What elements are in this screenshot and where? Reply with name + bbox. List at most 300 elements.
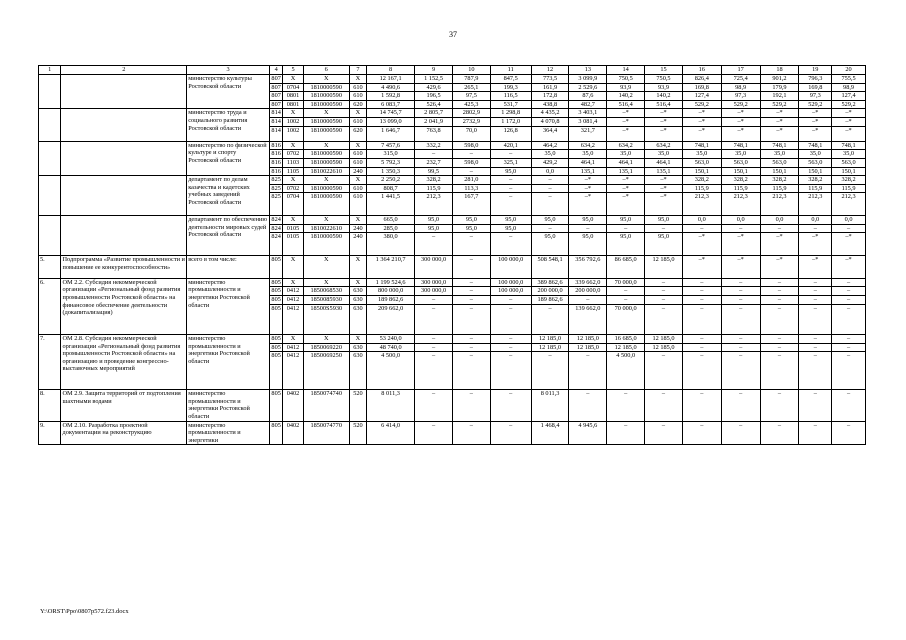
- table-cell: –: [531, 304, 569, 334]
- table-cell: 610: [349, 117, 366, 126]
- table-cell: 1810000590: [303, 117, 349, 126]
- column-header: 11: [490, 66, 531, 75]
- table-cell: 140,2: [607, 92, 645, 101]
- program-name: [61, 109, 187, 141]
- table-cell: –: [452, 335, 490, 344]
- program-name: ОМ 2.8. Субсидия некоммерческой организации «Региональный фонд развития промышленности Ростовской области» на организацию и проведение конгрессно-выставочных мероприятий: [61, 335, 187, 390]
- table-cell: 150,1: [799, 167, 832, 176]
- table-cell: 116,5: [490, 92, 531, 101]
- table-cell: –*: [607, 117, 645, 126]
- table-cell: 7 457,6: [367, 141, 415, 150]
- table-cell: –: [490, 343, 531, 352]
- table-cell: –: [721, 352, 760, 390]
- responsible-executor: министерство промышленности и энергетики Ростовской области: [187, 335, 270, 390]
- table-cell: –*: [832, 256, 866, 279]
- table-cell: 12 185,0: [645, 343, 683, 352]
- table-cell: –*: [799, 126, 832, 141]
- table-cell: –: [607, 224, 645, 233]
- table-cell: 115,9: [832, 184, 866, 193]
- table-cell: –*: [607, 176, 645, 185]
- table-cell: –: [760, 296, 799, 305]
- table-cell: 389 862,6: [531, 278, 569, 287]
- column-header: 18: [760, 66, 799, 75]
- table-cell: –*: [760, 256, 799, 279]
- table-cell: –: [832, 224, 866, 233]
- table-cell: –: [569, 224, 607, 233]
- table-cell: 97,3: [799, 92, 832, 101]
- table-cell: 847,5: [490, 75, 531, 84]
- program-name: ОМ 2.2. Субсидия некоммерческой организации «Региональный фонд развития промышленности Ростовской области» на финансовое обеспечение деятельности (докапитализация): [61, 278, 187, 334]
- table-cell: 1 152,5: [415, 75, 453, 84]
- table-cell: –: [682, 296, 721, 305]
- table-cell: X: [349, 256, 366, 279]
- table-cell: 212,3: [832, 193, 866, 216]
- table-cell: 364,4: [531, 126, 569, 141]
- table-cell: 95,0: [452, 216, 490, 225]
- table-cell: 508 548,1: [531, 256, 569, 279]
- table-cell: 169,8: [682, 83, 721, 92]
- table-cell: –: [569, 390, 607, 421]
- table-cell: 35,0: [760, 150, 799, 159]
- table-cell: –: [760, 278, 799, 287]
- table-cell: –: [799, 390, 832, 421]
- table-cell: –: [682, 390, 721, 421]
- table-cell: –*: [721, 109, 760, 118]
- table-cell: 634,2: [645, 141, 683, 150]
- table-cell: –*: [607, 184, 645, 193]
- table-cell: –*: [645, 176, 683, 185]
- table-cell: –: [569, 296, 607, 305]
- table-cell: X: [349, 141, 366, 150]
- row-number: [39, 141, 61, 175]
- table-cell: –: [415, 150, 453, 159]
- table-cell: 240: [349, 167, 366, 176]
- table-cell: 2 041,9: [415, 117, 453, 126]
- table-cell: –*: [645, 126, 683, 141]
- table-cell: 95,0: [490, 167, 531, 176]
- table-cell: –: [799, 304, 832, 334]
- column-header: 5: [283, 66, 303, 75]
- table-cell: –*: [760, 117, 799, 126]
- table-cell: X: [349, 216, 366, 225]
- table-cell: 630: [349, 304, 366, 334]
- table-cell: 98,9: [832, 83, 866, 92]
- table-cell: 1 441,5: [367, 193, 415, 216]
- table-cell: –: [569, 352, 607, 390]
- table-cell: –: [607, 421, 645, 445]
- row-number: [39, 75, 61, 109]
- table-cell: –*: [799, 256, 832, 279]
- table-cell: –*: [569, 193, 607, 216]
- table-cell: 610: [349, 158, 366, 167]
- table-cell: 95,0: [490, 224, 531, 233]
- table-cell: 95,0: [569, 233, 607, 256]
- table-cell: –: [760, 352, 799, 390]
- table-cell: –: [452, 278, 490, 287]
- table-cell: 209 662,0: [367, 304, 415, 334]
- column-header: 3: [187, 66, 270, 75]
- table-cell: X: [349, 176, 366, 185]
- table-cell: 529,2: [799, 100, 832, 109]
- table-cell: 0412: [283, 304, 303, 334]
- table-cell: 200 000,0: [569, 287, 607, 296]
- table-cell: 529,2: [760, 100, 799, 109]
- table-cell: –: [682, 335, 721, 344]
- table-cell: –*: [799, 117, 832, 126]
- table-cell: 1810000590: [303, 150, 349, 159]
- table-cell: –*: [721, 117, 760, 126]
- responsible-executor: министерство промышленности и энергетики: [187, 421, 270, 445]
- table-cell: 115,9: [760, 184, 799, 193]
- row-number: [39, 176, 61, 216]
- program-name: ОМ 2.9. Защита территорий от подтопления шахтными водами: [61, 390, 187, 421]
- row-number: [39, 216, 61, 256]
- table-cell: 805: [270, 352, 283, 390]
- table-cell: 0,0: [531, 167, 569, 176]
- table-cell: 0402: [283, 390, 303, 421]
- table-cell: 1 350,3: [367, 167, 415, 176]
- row-number: 8.: [39, 390, 61, 421]
- table-cell: 808,7: [367, 184, 415, 193]
- table-cell: 95,0: [415, 224, 453, 233]
- table-cell: 8 011,3: [367, 390, 415, 421]
- table-cell: X: [349, 75, 366, 84]
- table-cell: –: [799, 224, 832, 233]
- table-cell: X: [283, 75, 303, 84]
- table-cell: X: [303, 109, 349, 118]
- table-cell: –: [832, 287, 866, 296]
- table-cell: 824: [271, 224, 281, 232]
- table-cell: X: [349, 109, 366, 118]
- column-header: 15: [645, 66, 683, 75]
- table-cell: 610: [349, 92, 366, 101]
- table-cell: –: [531, 352, 569, 390]
- table-cell: 93,9: [645, 83, 683, 92]
- table-cell: 328,2: [721, 176, 760, 185]
- table-cell: 429,2: [531, 158, 569, 167]
- table-cell: –: [490, 296, 531, 305]
- table-cell: 139 662,0: [569, 304, 607, 334]
- table-cell: –: [721, 278, 760, 287]
- program-name: [61, 141, 187, 175]
- table-cell: 796,3: [799, 75, 832, 84]
- table-cell: 179,9: [760, 83, 799, 92]
- table-cell: 807: [271, 75, 281, 82]
- table-cell: 35,0: [569, 150, 607, 159]
- table-cell: 0801: [283, 92, 303, 101]
- table-cell: 5 792,3: [367, 158, 415, 167]
- table-cell: 12 185,0: [569, 335, 607, 344]
- table-cell: 95,0: [645, 216, 683, 225]
- table-cell: 630: [349, 352, 366, 390]
- table-cell: 620: [349, 126, 366, 141]
- table-cell: 0801: [283, 100, 303, 109]
- table-cell: 300 000,0: [415, 256, 453, 279]
- table-cell: 1850074740: [303, 390, 349, 421]
- table-cell: 240: [349, 233, 366, 256]
- table-cell: 212,3: [721, 193, 760, 216]
- table-cell: 189 862,6: [367, 296, 415, 305]
- table-cell: –: [760, 287, 799, 296]
- table-cell: 630: [349, 343, 366, 352]
- table-cell: –: [799, 287, 832, 296]
- table-cell: –: [799, 278, 832, 287]
- table-cell: 807: [271, 92, 281, 100]
- table-cell: –: [682, 224, 721, 233]
- table-cell: –*: [645, 193, 683, 216]
- page-number: 37: [449, 30, 457, 39]
- table-cell: 99,5: [415, 167, 453, 176]
- table-cell: 6 414,0: [367, 421, 415, 445]
- table-cell: –: [799, 421, 832, 445]
- table-cell: 35,0: [645, 150, 683, 159]
- table-cell: 192,1: [760, 92, 799, 101]
- table-cell: 763,8: [415, 126, 453, 141]
- table-cell: 3 081,4: [569, 117, 607, 126]
- table-cell: –: [721, 224, 760, 233]
- row-number: 9.: [39, 421, 61, 445]
- table-cell: 520: [349, 421, 366, 445]
- table-cell: 2 529,6: [569, 83, 607, 92]
- table-cell: 725,4: [721, 75, 760, 84]
- table-cell: –: [832, 343, 866, 352]
- table-cell: –: [415, 343, 453, 352]
- table-cell: –: [832, 352, 866, 390]
- table-cell: 150,1: [832, 167, 866, 176]
- table-cell: 0702: [283, 150, 303, 159]
- table-cell: 420,1: [490, 141, 531, 150]
- table-cell: X: [303, 335, 349, 344]
- table-cell: –: [682, 343, 721, 352]
- table-cell: 95,0: [645, 233, 683, 256]
- table-cell: 70 000,0: [607, 304, 645, 334]
- table-cell: 6 083,7: [367, 100, 415, 109]
- table-cell: 325,1: [490, 158, 531, 167]
- table-cell: X: [283, 335, 303, 344]
- column-header: 2: [61, 66, 187, 75]
- table-cell: 824: [270, 233, 283, 256]
- table-cell: –: [531, 193, 569, 216]
- table-cell: 95,0: [452, 224, 490, 233]
- table-cell: –*: [760, 233, 799, 256]
- column-header: 20: [832, 66, 866, 75]
- table-cell: 464,1: [645, 158, 683, 167]
- table-cell: 634,2: [569, 141, 607, 150]
- table-cell: 53 240,0: [367, 335, 415, 344]
- responsible-executor: министерство культуры Ростовской области: [187, 75, 270, 109]
- table-cell: 35,0: [531, 150, 569, 159]
- table-cell: –*: [645, 117, 683, 126]
- table-cell: X: [283, 256, 303, 279]
- table-cell: 113,3: [452, 184, 490, 193]
- table-cell: 750,5: [645, 75, 683, 84]
- table-cell: –: [645, 304, 683, 334]
- table-cell: 95,0: [531, 216, 569, 225]
- table-cell: 0412: [283, 287, 303, 296]
- table-cell: 12 185,0: [531, 335, 569, 344]
- table-cell: 380,0: [367, 233, 415, 256]
- table-cell: 814: [271, 109, 281, 117]
- table-cell: –*: [569, 176, 607, 185]
- table-cell: 1810000590: [303, 92, 349, 101]
- table-cell: 4 435,2: [531, 109, 569, 118]
- table-cell: X: [303, 141, 349, 150]
- table-cell: –: [531, 176, 569, 185]
- table-cell: 115,9: [721, 184, 760, 193]
- table-cell: 100 000,0: [490, 278, 531, 287]
- table-cell: 520: [349, 390, 366, 421]
- table-cell: 787,9: [452, 75, 490, 84]
- table-cell: –*: [721, 126, 760, 141]
- table-cell: –: [452, 287, 490, 296]
- column-header: 4: [270, 66, 283, 75]
- column-header: 10: [452, 66, 490, 75]
- table-cell: –: [832, 278, 866, 287]
- table-cell: 2732,9: [452, 117, 490, 126]
- table-cell: –: [760, 304, 799, 334]
- table-cell: 95,0: [569, 216, 607, 225]
- table-cell: 438,8: [531, 100, 569, 109]
- table-cell: 807: [271, 83, 281, 91]
- table-cell: 97,5: [452, 92, 490, 101]
- table-cell: 0,0: [832, 216, 866, 225]
- table-cell: –: [490, 176, 531, 185]
- table-cell: 0105: [283, 233, 303, 256]
- table-cell: 87,6: [569, 92, 607, 101]
- column-header: 14: [607, 66, 645, 75]
- table-cell: –: [490, 150, 531, 159]
- table-cell: –*: [682, 126, 721, 141]
- column-header: 6: [303, 66, 349, 75]
- table-cell: –: [490, 352, 531, 390]
- table-cell: –*: [832, 109, 866, 118]
- table-cell: 315,0: [367, 150, 415, 159]
- table-cell: 1810000590: [303, 233, 349, 256]
- table-cell: 212,3: [760, 193, 799, 216]
- table-cell: 425,3: [452, 100, 490, 109]
- table-row: [39, 216, 866, 225]
- table-cell: 1810000590: [303, 83, 349, 92]
- table-cell: –: [531, 184, 569, 193]
- table-cell: X: [349, 278, 366, 287]
- table-cell: –*: [645, 109, 683, 118]
- table-cell: 339 662,0: [569, 278, 607, 287]
- table-cell: 0,0: [721, 216, 760, 225]
- table-cell: 598,0: [452, 141, 490, 150]
- responsible-executor: министерство по физической культуре и спорту Ростовской области: [187, 141, 270, 175]
- table-cell: –: [452, 352, 490, 390]
- table-cell: –: [452, 256, 490, 279]
- table-cell: 12 167,1: [367, 75, 415, 84]
- table-cell: 4 070,8: [531, 117, 569, 126]
- table-cell: 529,2: [832, 100, 866, 109]
- table-cell: –: [721, 343, 760, 352]
- table-cell: 2 805,7: [415, 109, 453, 118]
- table-cell: 135,1: [569, 167, 607, 176]
- row-number: 7.: [39, 335, 61, 390]
- program-name: [61, 75, 187, 109]
- table-cell: –*: [721, 256, 760, 279]
- column-header: 7: [349, 66, 366, 75]
- table-cell: 12 185,0: [569, 343, 607, 352]
- table-cell: 189 862,6: [531, 296, 569, 305]
- table-cell: –*: [682, 109, 721, 118]
- table-cell: 0412: [283, 352, 303, 390]
- column-header: 17: [721, 66, 760, 75]
- table-cell: 100 000,0: [490, 256, 531, 279]
- table-cell: 464,2: [531, 141, 569, 150]
- table-cell: 100 000,0: [490, 287, 531, 296]
- table-cell: 1850069220: [303, 343, 349, 352]
- table-cell: 0,0: [760, 216, 799, 225]
- table-cell: –: [452, 150, 490, 159]
- table-cell: –: [531, 224, 569, 233]
- table-row: [39, 75, 866, 84]
- table-cell: 825: [271, 176, 281, 184]
- column-header: 9: [415, 66, 453, 75]
- table-cell: 0704: [283, 193, 303, 216]
- table-cell: 18500S5930: [303, 304, 349, 334]
- table-cell: 12 185,0: [645, 335, 683, 344]
- table-cell: 748,1: [832, 141, 866, 150]
- table-cell: X: [303, 256, 349, 279]
- table-cell: 755,5: [832, 75, 866, 84]
- table-cell: 665,0: [367, 216, 415, 225]
- table-cell: 35,0: [607, 150, 645, 159]
- table-row: [39, 256, 866, 279]
- table-cell: 529,2: [721, 100, 760, 109]
- table-cell: –: [721, 296, 760, 305]
- table-cell: 200 000,0: [531, 287, 569, 296]
- table-cell: 0105: [283, 224, 303, 233]
- table-cell: 1810000590: [303, 100, 349, 109]
- table-cell: 1002: [283, 117, 303, 126]
- table-cell: 328,2: [799, 176, 832, 185]
- table-cell: 95,0: [607, 233, 645, 256]
- program-name: Подпрограмма «Развитие промышленности и повышение ее конкурентоспособности»: [61, 256, 187, 279]
- table-cell: 12 185,0: [607, 343, 645, 352]
- table-row: [39, 141, 866, 150]
- table-cell: 328,2: [832, 176, 866, 185]
- table-cell: –: [832, 304, 866, 334]
- table-cell: 0702: [283, 184, 303, 193]
- table-row: [39, 278, 866, 287]
- table-cell: –: [760, 335, 799, 344]
- table-cell: X: [303, 176, 349, 185]
- table-cell: 529,2: [682, 100, 721, 109]
- table-cell: 748,1: [799, 141, 832, 150]
- table-cell: 516,4: [645, 100, 683, 109]
- table-cell: X: [283, 141, 303, 150]
- table-cell: –: [721, 390, 760, 421]
- table-cell: –*: [760, 109, 799, 118]
- table-cell: 816: [271, 141, 281, 149]
- table-cell: 95,0: [607, 216, 645, 225]
- table-cell: 212,3: [415, 193, 453, 216]
- table-row: [39, 390, 866, 421]
- table-cell: 2802,9: [452, 109, 490, 118]
- table-cell: 748,1: [760, 141, 799, 150]
- table-cell: 2 250,2: [367, 176, 415, 185]
- table-cell: 135,1: [607, 167, 645, 176]
- table-cell: 97,3: [721, 92, 760, 101]
- table-cell: 321,7: [569, 126, 607, 141]
- table-cell: 814: [271, 117, 281, 125]
- table-cell: –: [607, 296, 645, 305]
- table-cell: 1810022610: [303, 167, 349, 176]
- responsible-executor: министерство промышленности и энергетики Ростовской области: [187, 278, 270, 334]
- table-cell: 482,7: [569, 100, 607, 109]
